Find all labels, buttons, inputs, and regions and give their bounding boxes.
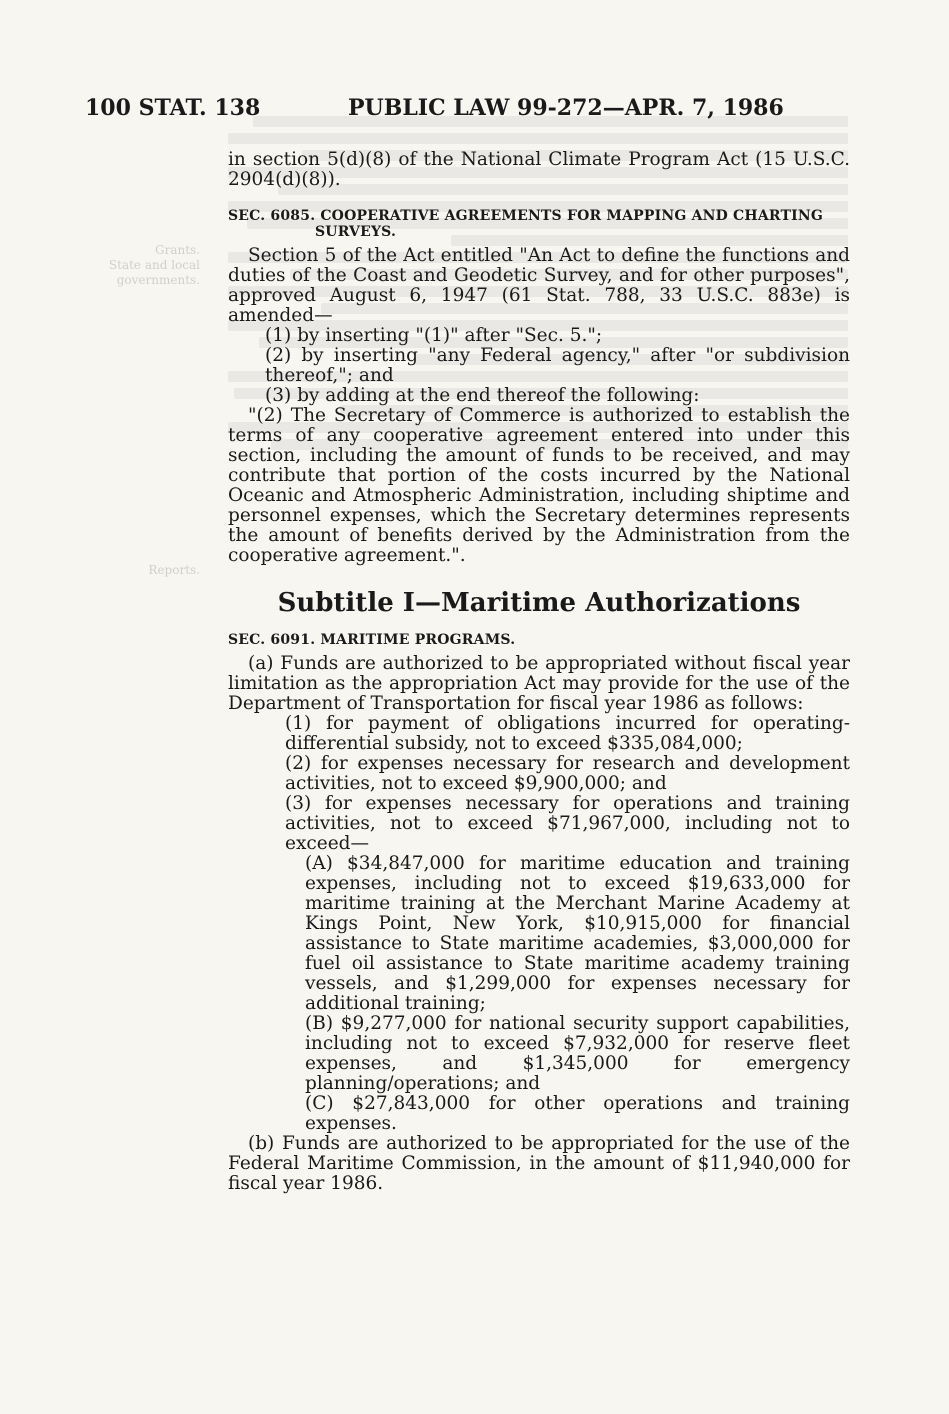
intro-paragraph: in section 5(d)(8) of the National Climate Program Act (15 U.S.C. 2904(d)(8)). [228, 149, 850, 190]
section-6091-subsection-b: (b) Funds are authorized to be appropriated for the use of the Federal Maritime Commission, in the amount of $11,940,000 for fiscal year 1986. [228, 1133, 850, 1194]
subtitle-heading: Subtitle I—Maritime Authorizations [277, 588, 801, 618]
public-law-title: PUBLIC LAW 99-272—APR. 7, 1986 [348, 95, 784, 121]
section-6085-item-2: (2) by inserting "any Federal agency," after "or subdivision thereof,"; and [265, 345, 850, 386]
section-6091-item-3A: (A) $34,847,000 for maritime education and training expenses, including not to exceed $19,633,000 for maritime training at the Merchant Marine Academy at Kings Point, New York, $10,915,000 for financial assistance to State maritime academies, $3,000,000 for fuel oil assistance to State maritime academy training vessels, and $1,299,000 for expenses necessary for additional training; [305, 853, 850, 1014]
section-6091-item-3C: (C) $27,843,000 for other operations and training expenses. [305, 1093, 850, 1134]
section-6085-heading: SEC. 6085. COOPERATIVE AGREEMENTS FOR MAPPING AND CHARTING [228, 208, 823, 224]
section-6091-heading: SEC. 6091. MARITIME PROGRAMS. [228, 632, 516, 648]
section-6091-item-3B: (B) $9,277,000 for national security support capabilities, including not to exceed $7,932,000 for reserve fleet expenses, and $1,345,000 for emergency planning/operations; and [305, 1013, 850, 1094]
section-6085-quoted-text: "(2) The Secretary of Commerce is authorized to establish the terms of any cooperative agreement entered into under this section, including the amount of funds to be received, and may contribute that portion of the costs incurred by the National Oceanic and Atmospheric Administration, including shiptime and personnel expenses, which the Secretary determines represents the amount of benefits derived by the Administration from the cooperative agreement.". [228, 405, 850, 566]
section-6085-item-1: (1) by inserting "(1)" after "Sec. 5."; [265, 325, 603, 346]
section-6091-item-1: (1) for payment of obligations incurred for operating-differential subsidy, not to exceed $335,084,000; [285, 713, 850, 754]
statute-page-number: 100 STAT. 138 [85, 95, 261, 121]
section-6085-heading-continued: SURVEYS. [315, 224, 397, 240]
section-6091-item-3: (3) for expenses necessary for operations and training activities, not to exceed $71,967,000, including not to exceed— [285, 793, 850, 854]
section-6091-item-2: (2) for expenses necessary for research and development activities, not to exceed $9,900,000; and [285, 753, 850, 794]
page-header [85, 95, 855, 125]
section-6085-item-3: (3) by adding at the end thereof the following: [265, 385, 700, 406]
section-6085-paragraph: Section 5 of the Act entitled "An Act to define the functions and duties of the Coast and Geodetic Survey, and for other purposes", approved August 6, 1947 (61 Stat. 788, 33 U.S.C. 883e) is amended— [228, 245, 850, 326]
section-6091-subsection-a: (a) Funds are authorized to be appropriated without fiscal year limitation as the appropriation Act may provide for the use of the Department of Transportation for fiscal year 1986 as follows: [228, 653, 850, 714]
margin-note-grants: Grants. State and local governments. [108, 243, 200, 287]
margin-note-reports: Reports. [148, 563, 200, 577]
document-body [228, 150, 850, 1194]
